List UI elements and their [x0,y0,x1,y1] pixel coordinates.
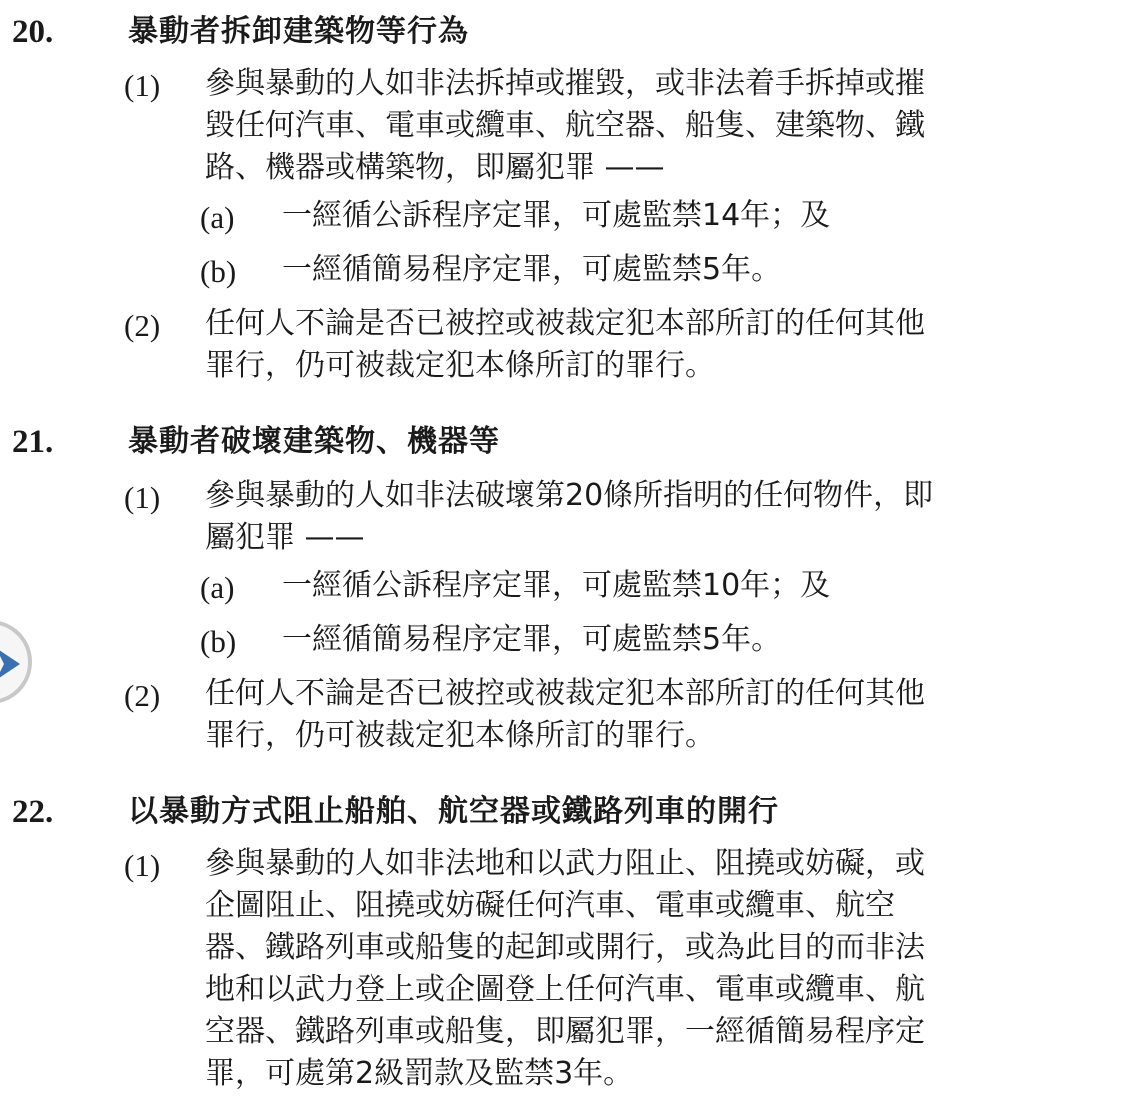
clause-number: (1) [124,848,161,883]
section-title: 以暴動方式阻止船舶、航空器或鐵路列車的開行 [128,794,779,829]
clause-text-line: 地和以武力登上或企圖登上任何汽車、電車或纜車、航 [205,972,925,1007]
clause-text-line: 屬犯罪 —— [205,520,365,555]
clause-text-line: 器、鐵路列車或船隻的起卸或開行，或為此目的而非法 [205,930,925,965]
section-title: 暴動者破壞建築物、機器等 [128,424,500,459]
clause-number: (2) [124,678,161,713]
clause-text-line: 罪，可處第2級罰款及監禁3年。 [205,1056,634,1091]
clause-text-line: 參與暴動的人如非法破壞第20條所指明的任何物件，即 [205,478,934,513]
section-number: 20. [12,14,54,50]
clause-text-line: 企圖阻止、阻撓或妨礙任何汽車、電車或纜車、航空 [205,888,895,923]
item-label: (b) [200,254,237,289]
clause-text-line: 任何人不論是否已被控或被裁定犯本部所訂的任何其他 [205,676,925,711]
clause-text-line: 路、機器或構築物，即屬犯罪 —— [205,150,665,185]
clause-text-line: 毀任何汽車、電車或纜車、航空器、船隻、建築物、鐵 [205,108,925,143]
item-label: (b) [200,624,237,659]
item-text: 一經循簡易程序定罪，可處監禁5年。 [282,622,782,657]
item-label: (a) [200,570,235,605]
next-page-button[interactable] [0,620,32,704]
clause-text-line: 空器、鐵路列車或船隻，即屬犯罪，一經循簡易程序定 [205,1014,925,1049]
clause-text-line: 參與暴動的人如非法拆掉或摧毀，或非法着手拆掉或摧 [205,66,925,101]
clause-text-line: 罪行，仍可被裁定犯本條所訂的罪行。 [205,348,715,383]
section-21-heading [0,420,1125,464]
item-text: 一經循公訴程序定罪，可處監禁10年；及 [282,568,831,603]
section-22-heading [0,790,1125,834]
item-label: (a) [200,200,235,235]
section-20-heading [0,10,1125,54]
section-number: 22. [12,794,54,830]
item-text: 一經循公訴程序定罪，可處監禁14年；及 [282,198,831,233]
item-text: 一經循簡易程序定罪，可處監禁5年。 [282,252,782,287]
clause-number: (2) [124,308,161,343]
chevron-right-icon [0,648,20,680]
section-title: 暴動者拆卸建築物等行為 [128,14,469,49]
clause-number: (1) [124,480,161,515]
clause-text-line: 參與暴動的人如非法地和以武力阻止、阻撓或妨礙，或 [205,846,925,881]
clause-text-line: 罪行，仍可被裁定犯本條所訂的罪行。 [205,718,715,753]
clause-text-line: 任何人不論是否已被控或被裁定犯本部所訂的任何其他 [205,306,925,341]
section-number: 21. [12,424,54,460]
clause-number: (1) [124,68,161,103]
